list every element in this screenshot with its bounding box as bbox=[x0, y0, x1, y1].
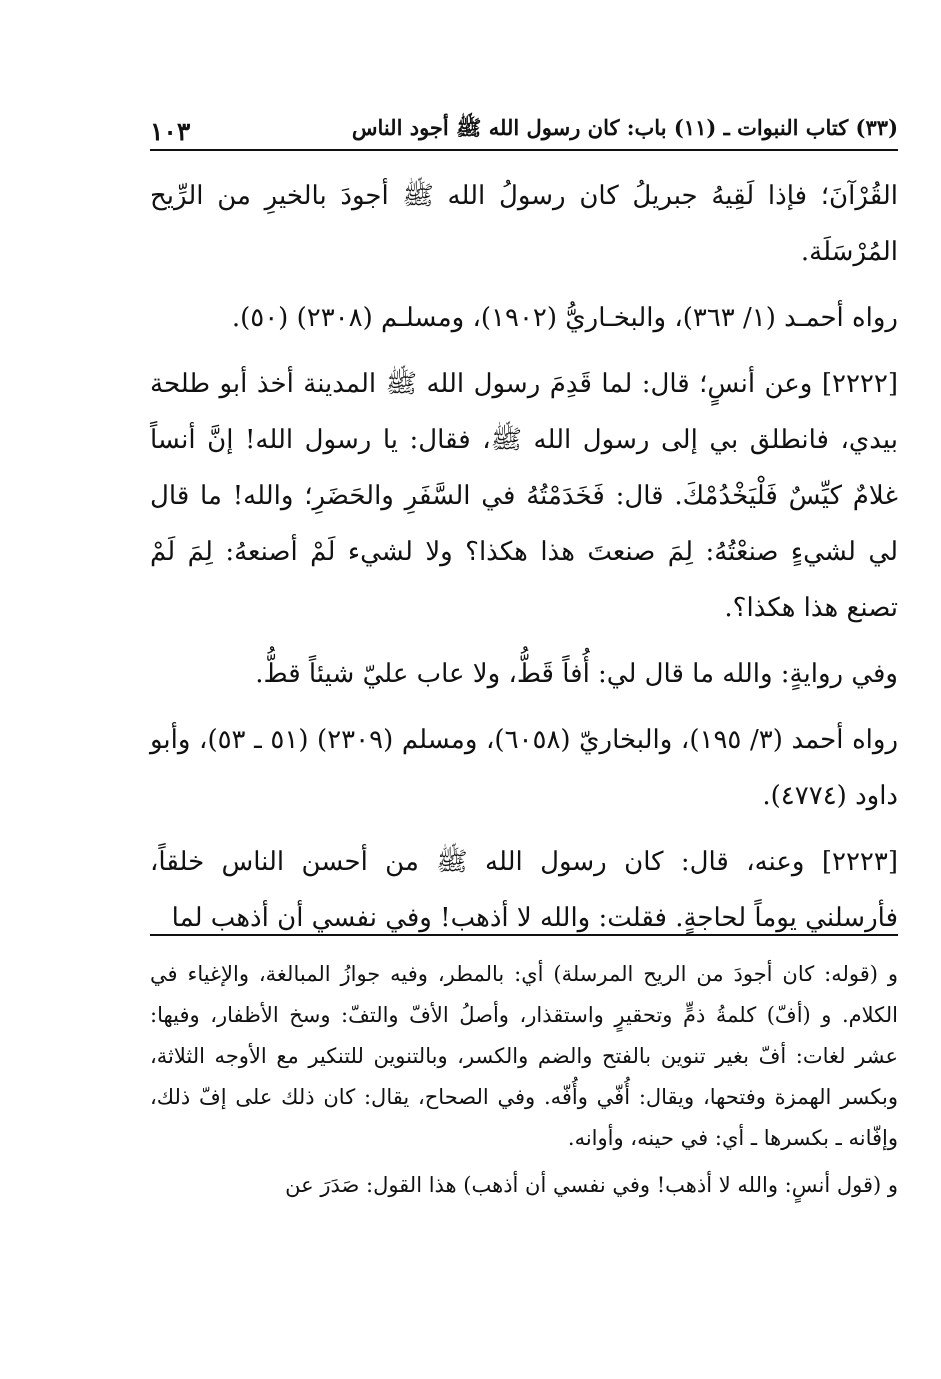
footnote-divider bbox=[150, 934, 898, 936]
header-title: (٣٣) كتاب النبوات ـ (١١) باب: كان رسول الله ﷺ أجود الناس bbox=[351, 115, 898, 140]
page-number: ١٠٣ bbox=[150, 117, 191, 146]
footnote-item: و (قول أنسٍ: والله لا أذهب! وفي نفسي أن أذهب) هذا القول: صَدَرَ عن bbox=[285, 1173, 898, 1197]
paragraph-continuation: القُرْآنَ؛ فإذا لَقِيهُ جبريلُ كان رسولُ الله ﷺ أجودَ بالخيرِ من الرِّيح المُرْسَلَة. bbox=[150, 181, 898, 267]
paragraph-narration-variant: وفي روايةٍ: والله ما قال لي: أُفاً قَطُّ، ولا عاب عليّ شيئاً قطُّ. bbox=[255, 659, 898, 689]
paragraph-hadith-2222: [٢٢٢٢] وعن أنسٍ؛ قال: لما قَدِمَ رسول الله ﷺ المدينة أخذ أبو طلحة بيدي، فانطلق بي إلى رسول الله ﷺ، فقال: يا رسول الله! إنَّ أنساً غلامٌ كيِّسٌ فَلْيَخْدُمْكَ. قال: فَخَدَمْتُهُ في السَّفَرِ والحَضَرِ؛ والله! ما قال لي لشيءٍ صنعْتُهُ: لِمَ صنعتَ هذا هكذا؟ ولا لشيء لَمْ أصنعهُ: لِمَ لَمْ تصنع هذا هكذا؟. bbox=[150, 369, 898, 623]
footnote-item: و (قوله: كان أجودَ من الريح المرسلة) أي: بالمطر، وفيه جوازُ المبالغة، والإغياء في الكلام. و (أفّ) كلمةُ ذمٍّ وتحقيرٍ واستقذار، وأصلُ الأفّ والتفّ: وسخ الأظفار، وفيها: عشر لغات: أفّ بغير تنوين بالفتح والضم والكسر، وبالتنوين للتنكير مع الأوجه الثلاثة، وبكسر الهمزة وفتحها، ويقال: أُفّي وأُفّه. وفي الصحاح، يقال: كان ذلك على إفّ ذلك، وإفّانه ـ بكسرها ـ أي: في حينه، وأوانه. bbox=[150, 962, 898, 1150]
paragraph-hadith-2223: [٢٢٢٣] وعنه، قال: كان رسول الله ﷺ من أحسن الناس خلقاً، فأرسلني يوماً لحاجةٍ. فقلت: والله لا أذهب! وفي نفسي أن أذهب لما bbox=[150, 847, 898, 933]
paragraph-citation: رواه أحمـد (١/ ٣٦٣)، والبخـاريُّ (١٩٠٢)، ومسلـم (٢٣٠٨) (٥٠). bbox=[231, 303, 898, 333]
paragraph-citation: رواه أحمد (٣/ ١٩٥)، والبخاريّ (٦٠٥٨)، ومسلم (٢٣٠٩) (٥١ ـ ٥٣)، وأبو داود (٤٧٧٤). bbox=[150, 725, 899, 811]
main-text bbox=[150, 168, 898, 956]
footnotes bbox=[150, 954, 898, 1212]
running-header bbox=[150, 108, 898, 146]
header-divider bbox=[150, 149, 898, 151]
